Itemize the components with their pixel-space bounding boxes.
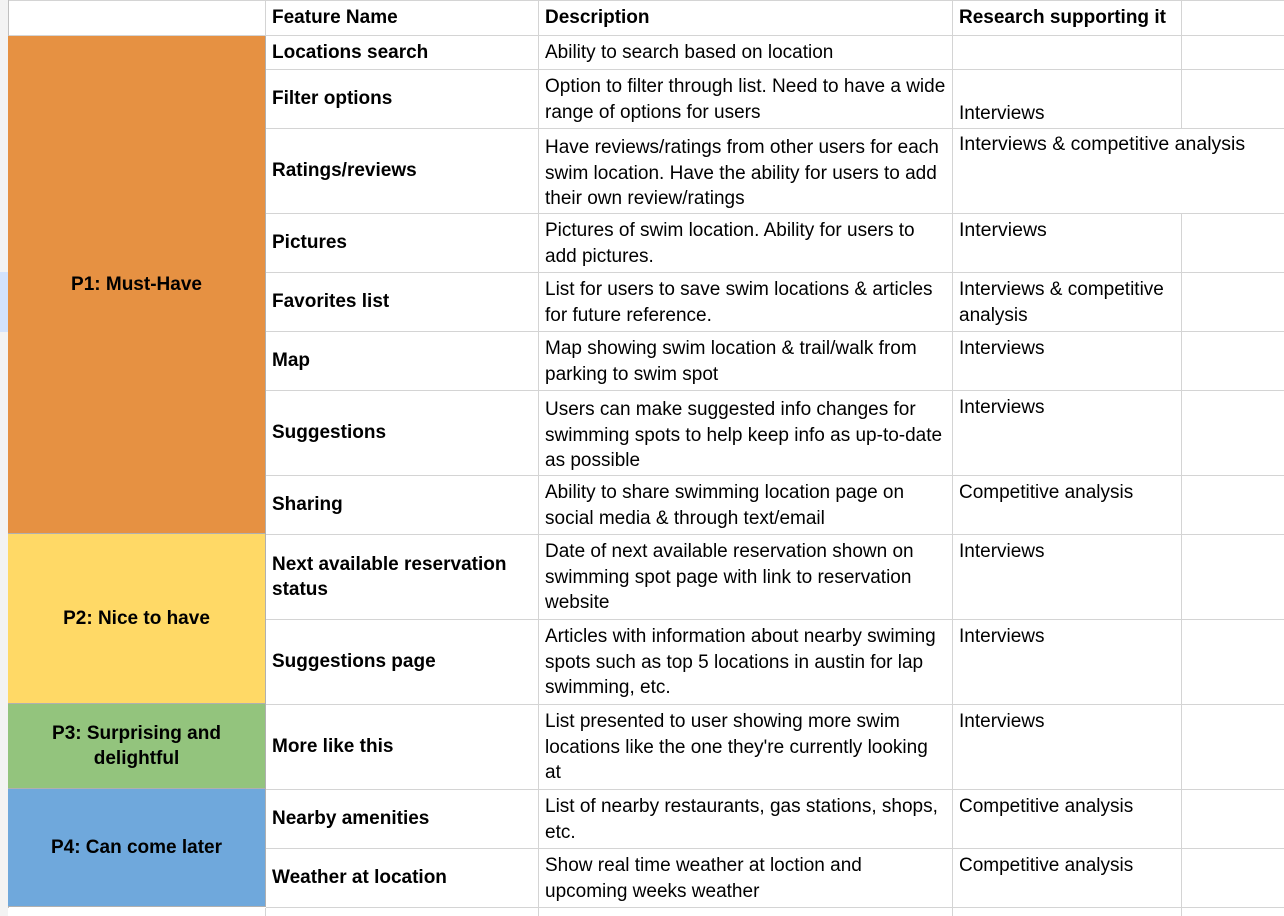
feature-cell[interactable] (266, 620, 539, 705)
empty-cell[interactable] (8, 908, 266, 916)
empty-cell[interactable] (1182, 214, 1284, 273)
feature-name: Filter options (272, 88, 393, 110)
description-text: List presented to user showing more swim locations like the one they're currently looking at (545, 711, 928, 783)
empty-cell[interactable] (953, 908, 1182, 916)
feature-cell[interactable] (266, 332, 539, 391)
research-cell[interactable] (953, 36, 1182, 70)
header-research-label: Research supporting it (959, 7, 1166, 29)
research-text: Interviews & competitive analysis (959, 279, 1164, 326)
research-text: Interviews (959, 397, 1045, 418)
research-text: Interviews (959, 338, 1045, 359)
research-cell[interactable] (953, 535, 1182, 620)
feature-name: Sharing (272, 494, 343, 516)
research-text: Competitive analysis (959, 482, 1134, 503)
research-text: Interviews (959, 102, 1045, 124)
header-feature-name[interactable] (266, 0, 539, 36)
feature-cell[interactable] (266, 790, 539, 849)
research-text: Interviews (959, 711, 1045, 732)
description-cell[interactable] (539, 36, 953, 70)
header-research[interactable] (953, 0, 1182, 36)
research-cell[interactable] (953, 620, 1182, 705)
feature-cell[interactable] (266, 535, 539, 620)
feature-name: Nearby amenities (272, 808, 430, 830)
empty-cell[interactable] (1182, 908, 1284, 916)
description-text: Ability to search based on location (545, 41, 834, 63)
empty-cell[interactable] (1182, 391, 1284, 476)
header-corner-cell[interactable] (8, 0, 266, 36)
description-cell[interactable] (539, 620, 953, 705)
empty-cell[interactable] (1182, 705, 1284, 790)
priority-p3-label: P3: Surprising and delightful (52, 723, 221, 769)
feature-name: Suggestions page (272, 651, 436, 673)
description-cell[interactable] (539, 391, 953, 476)
research-cell[interactable] (953, 476, 1182, 535)
description-text: Have reviews/ratings from other users for each swim location. Have the ability for users to add their own review/ratings (545, 137, 939, 209)
header-extra-cell[interactable] (1182, 0, 1284, 36)
feature-name: Weather at location (272, 867, 447, 889)
feature-name: Next available reservation status (272, 553, 507, 600)
description-text: Show real time weather at loction and upcoming weeks weather (545, 855, 862, 902)
empty-cell[interactable] (1182, 790, 1284, 849)
feature-name: More like this (272, 736, 394, 758)
feature-name: Suggestions (272, 422, 387, 444)
research-text: Interviews & competitive analysis (959, 133, 1246, 155)
research-cell[interactable] (953, 70, 1182, 129)
description-cell[interactable] (539, 790, 953, 849)
feature-cell[interactable] (266, 849, 539, 908)
description-text: List of nearby restaurants, gas stations, shops, etc. (545, 796, 938, 843)
header-feature-name-label: Feature Name (272, 7, 398, 29)
description-cell[interactable] (539, 476, 953, 535)
empty-cell[interactable] (1182, 332, 1284, 391)
research-cell[interactable] (953, 129, 1284, 214)
feature-name: Ratings/reviews (272, 160, 417, 182)
priority-p4[interactable] (8, 789, 266, 907)
research-text: Interviews (959, 219, 1047, 241)
feature-cell[interactable] (266, 476, 539, 535)
description-text: List for users to save swim locations & articles for future reference. (545, 279, 933, 326)
research-cell[interactable] (953, 273, 1182, 332)
feature-name: Locations search (272, 41, 429, 63)
research-cell[interactable] (953, 332, 1182, 391)
priority-p2[interactable] (8, 534, 266, 704)
research-cell[interactable] (953, 391, 1182, 476)
feature-cell[interactable] (266, 705, 539, 790)
empty-cell[interactable] (1182, 476, 1284, 535)
feature-cell[interactable] (266, 391, 539, 476)
feature-name: Map (272, 350, 310, 372)
priority-p2-label: P2: Nice to have (63, 608, 210, 629)
description-text: Map showing swim location & trail/walk from parking to swim spot (545, 338, 917, 385)
priority-p3[interactable] (8, 704, 266, 789)
research-cell[interactable] (953, 705, 1182, 790)
empty-cell[interactable] (1182, 535, 1284, 620)
description-text: Date of next available reservation shown on swimming spot page with link to reservation website (545, 541, 914, 613)
description-text: Ability to share swimming location page on social media & through text/email (545, 482, 905, 529)
feature-cell[interactable] (266, 70, 539, 129)
research-cell[interactable] (953, 214, 1182, 273)
empty-cell[interactable] (1182, 620, 1284, 705)
priority-p1[interactable] (8, 36, 266, 534)
description-text: Articles with information about nearby swiming spots such as top 5 locations in austin for lap swimming, etc. (545, 626, 936, 698)
empty-cell[interactable] (266, 908, 539, 916)
description-cell[interactable] (539, 535, 953, 620)
feature-cell[interactable] (266, 36, 539, 70)
research-cell[interactable] (953, 849, 1182, 908)
header-description[interactable] (539, 0, 953, 36)
feature-name: Favorites list (272, 291, 390, 313)
priority-p4-label: P4: Can come later (50, 837, 223, 858)
empty-cell[interactable] (539, 908, 953, 916)
empty-cell[interactable] (1182, 849, 1284, 908)
research-cell[interactable] (953, 790, 1182, 849)
feature-cell[interactable] (266, 273, 539, 332)
description-cell[interactable] (539, 705, 953, 790)
description-text: Option to filter through list. Need to have a wide range of options for users (545, 76, 946, 123)
description-cell[interactable] (539, 849, 953, 908)
description-cell[interactable] (539, 332, 953, 391)
feature-cell[interactable] (266, 214, 539, 273)
priority-p1-label: P1: Must-Have (71, 274, 202, 295)
description-text: Pictures of swim location. Ability for users to add pictures. (545, 220, 915, 267)
description-cell[interactable] (539, 214, 953, 273)
feature-name: Pictures (272, 232, 347, 254)
description-cell[interactable] (539, 129, 953, 214)
description-cell[interactable] (539, 273, 953, 332)
description-cell[interactable] (539, 70, 953, 129)
research-text: Interviews (959, 541, 1045, 562)
research-text: Competitive analysis (959, 855, 1134, 876)
research-text: Interviews (959, 626, 1045, 647)
description-text: Users can make suggested info changes for swimming spots to help keep info as up-to-date as possible (545, 399, 943, 471)
empty-cell[interactable] (1182, 273, 1284, 332)
feature-cell[interactable] (266, 129, 539, 214)
empty-cell[interactable] (1182, 36, 1284, 70)
research-text: Competitive analysis (959, 796, 1134, 817)
empty-cell[interactable] (1182, 70, 1284, 129)
row-header-selected (0, 272, 8, 332)
header-description-label: Description (545, 7, 650, 29)
